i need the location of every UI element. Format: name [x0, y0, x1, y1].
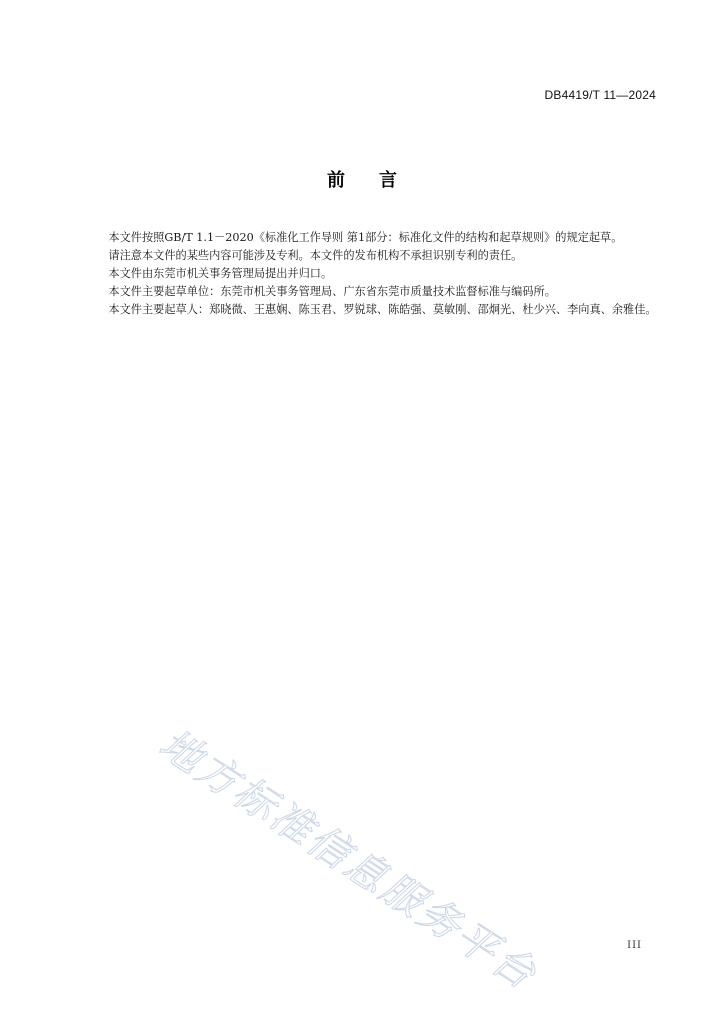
page-title	[0, 166, 724, 192]
document-code: DB4419/T 11—2024	[544, 88, 656, 102]
paragraph-drafters: 本文件主要起草人：郑晓微、王惠娴、陈玉君、罗锐球、陈皓强、莫敏刚、邵炯光、杜少兴、李向真、余雅佳。	[108, 303, 657, 316]
watermark: 地方标准信息服务平台	[150, 719, 547, 1000]
title-char-1: 前	[327, 170, 345, 191]
page-number: III	[627, 940, 642, 951]
paragraph-drafting-rules: 本文件按照GB/T 1.1－2020《标准化工作导则 第1部分：标准化文件的结构和起草规则》的规定起草。	[108, 231, 623, 244]
paragraph-proposer: 本文件由东莞市机关事务管理局提出并归口。	[108, 267, 333, 280]
paragraph-drafting-units: 本文件主要起草单位：东莞市机关事务管理局、广东省东莞市质量技术监督标准与编码所。	[108, 285, 556, 298]
title-char-2: 言	[379, 170, 397, 191]
paragraph-patent-notice: 请注意本文件的某些内容可能涉及专利。本文件的发布机构不承担识别专利的责任。	[108, 249, 523, 262]
foreword-body	[86, 229, 658, 319]
